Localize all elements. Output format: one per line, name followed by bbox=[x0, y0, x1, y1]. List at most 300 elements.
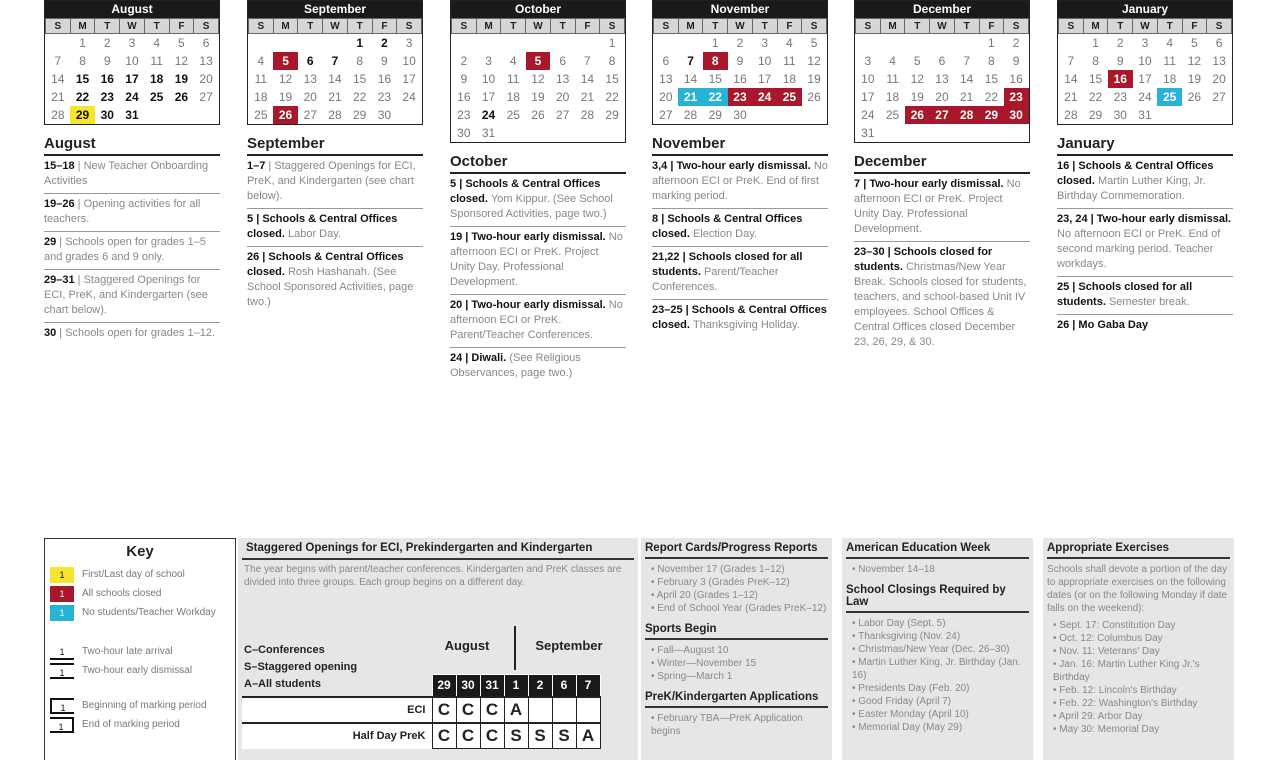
calendar-day bbox=[397, 106, 422, 124]
calendar-day[interactable]: 5 bbox=[526, 52, 551, 70]
calendar-day[interactable]: 4 bbox=[786, 35, 793, 50]
calendar-day[interactable]: 8 bbox=[988, 53, 995, 68]
event-entry: 15–18 | New Teacher Onboarding Activities bbox=[44, 156, 220, 194]
calendar-day[interactable]: 24 bbox=[752, 88, 777, 106]
calendar-day[interactable]: 20 bbox=[303, 89, 317, 104]
stagger-day: 7 bbox=[576, 675, 600, 697]
calendar-day[interactable]: 27 bbox=[199, 89, 213, 104]
exercises-intro: Schools shall devote a portion of the day to appropriate exercises on the following dates (or on the following Monday if date falls on the weekend): bbox=[1047, 564, 1228, 614]
calendar-day[interactable]: 9 bbox=[460, 71, 468, 86]
calendar-day bbox=[501, 124, 526, 142]
key-swatch: 1 bbox=[50, 586, 74, 602]
calendar-day[interactable]: 16 bbox=[1108, 70, 1133, 88]
key-label: All schools closed bbox=[82, 588, 162, 599]
calendar-day[interactable]: 10 bbox=[125, 53, 139, 68]
calendar-day[interactable]: 11 bbox=[254, 71, 268, 86]
weekday-header: W bbox=[1133, 19, 1158, 34]
weekday-header: W bbox=[526, 19, 551, 34]
weekday-header: T bbox=[144, 19, 169, 34]
calendar-day[interactable]: 27 bbox=[930, 106, 955, 124]
key-item bbox=[50, 566, 235, 583]
calendar-day[interactable]: 8 bbox=[608, 53, 616, 68]
calendar-day[interactable]: 8 bbox=[79, 53, 86, 68]
calendar-day[interactable]: 11 bbox=[150, 53, 163, 68]
calendar-day[interactable]: 6 bbox=[559, 53, 566, 68]
calendar-day[interactable]: 30 bbox=[457, 125, 471, 140]
calendar-day[interactable]: 23 bbox=[1113, 89, 1127, 104]
calendar-day[interactable]: 9 bbox=[736, 53, 744, 68]
month-header: October bbox=[451, 1, 625, 18]
calendar-day[interactable]: 8 bbox=[1092, 53, 1099, 68]
calendar-day[interactable]: 12 bbox=[807, 53, 821, 68]
weekday-header: F bbox=[372, 19, 397, 34]
calendar-day[interactable]: 2 bbox=[1116, 35, 1124, 50]
calendar-day[interactable]: 15 bbox=[352, 71, 367, 86]
weekday-header: S bbox=[856, 19, 881, 34]
list-item: • Good Friday (April 7) bbox=[852, 696, 952, 707]
key-panel bbox=[44, 538, 236, 760]
calendar-day[interactable]: 21 bbox=[1064, 89, 1078, 104]
calendar-day[interactable]: 30 bbox=[733, 107, 747, 122]
calendar-day[interactable]: 17 bbox=[1138, 71, 1152, 86]
calendar-day[interactable]: 30 bbox=[100, 107, 114, 122]
calendar-day[interactable]: 18 bbox=[254, 89, 268, 104]
staggered-openings-panel bbox=[238, 538, 638, 760]
event-entry: 23, 24 | Two-hour early dismissal. No afternoon ECI or PreK. End of second marking period. Teacher workdays. bbox=[1057, 209, 1233, 277]
calendar-day bbox=[194, 106, 219, 124]
calendar-day[interactable]: 4 bbox=[153, 35, 160, 50]
exercises-panel bbox=[1043, 538, 1234, 760]
calendar-day[interactable]: 28 bbox=[1064, 107, 1078, 122]
calendar-day[interactable]: 4 bbox=[257, 53, 265, 68]
calendar-day[interactable]: 30 bbox=[1113, 107, 1127, 122]
list-item: • Easter Monday (April 10) bbox=[852, 709, 969, 720]
weekday-header: S bbox=[452, 19, 477, 34]
calendar-day[interactable]: 3 bbox=[405, 35, 413, 50]
calendar-day[interactable]: 25 bbox=[885, 107, 900, 122]
calendar-day[interactable]: 28 bbox=[683, 107, 698, 122]
calendar-day bbox=[654, 34, 679, 52]
calendar-day[interactable]: 10 bbox=[481, 71, 496, 86]
calendar-day[interactable]: 1 bbox=[356, 35, 363, 50]
event-entry: 1–7 | Staggered Openings for ECI, PreK, and Kindergarten (see chart below). bbox=[247, 156, 423, 209]
calendar-day[interactable]: 6 bbox=[938, 53, 946, 68]
calendar-day[interactable]: 21 bbox=[580, 89, 595, 104]
calendar-day[interactable]: 18 bbox=[782, 71, 797, 86]
calendar-day[interactable]: 18 bbox=[506, 89, 520, 104]
calendar-day[interactable]: 28 bbox=[954, 106, 979, 124]
calendar-day[interactable]: 12 bbox=[1187, 53, 1202, 68]
calendar-day[interactable]: 21 bbox=[51, 89, 65, 104]
calendar-day[interactable]: 4 bbox=[889, 53, 896, 68]
calendar-day[interactable]: 26 bbox=[531, 107, 545, 122]
month-events-title: August bbox=[44, 135, 220, 156]
calendar-day[interactable]: 19 bbox=[807, 71, 821, 86]
calendar-day[interactable]: 10 bbox=[1138, 53, 1152, 68]
event-entry: 23–25 | Schools & Central Offices closed. Thanksgiving Holiday. bbox=[652, 303, 827, 331]
calendar-day[interactable]: 27 bbox=[555, 107, 570, 122]
calendar-day[interactable]: 12 bbox=[278, 71, 293, 86]
calendar-day[interactable]: 16 bbox=[733, 71, 747, 86]
calendar-day[interactable]: 15 bbox=[75, 71, 90, 86]
calendar-day[interactable]: 19 bbox=[174, 71, 189, 86]
calendar-day[interactable]: 15 bbox=[605, 71, 619, 86]
calendar-day[interactable]: 21 bbox=[678, 88, 703, 106]
staggered-title: Staggered Openings for ECI, Prekindergarten and Kindergarten bbox=[242, 538, 634, 560]
month-header: September bbox=[248, 1, 422, 18]
calendar-day[interactable]: 11 bbox=[783, 53, 796, 68]
staggered-legend: C–Conferences S–Staggered opening A–All students bbox=[244, 644, 358, 690]
calendar-day[interactable]: 29 bbox=[352, 107, 367, 122]
calendar-day[interactable]: 13 bbox=[659, 71, 673, 86]
calendar-day[interactable]: 2 bbox=[381, 35, 388, 50]
calendar-day bbox=[856, 34, 881, 52]
event-entry: 26 | Schools & Central Offices closed. Rosh Hashanah. (See School Sponsored Activities, page two.) bbox=[247, 250, 414, 308]
key-item bbox=[50, 643, 235, 660]
calendar-day[interactable]: 5 bbox=[913, 53, 921, 68]
calendar-day[interactable]: 17 bbox=[481, 89, 496, 104]
calendar-day[interactable]: 11 bbox=[1163, 53, 1176, 68]
stagger-day: 2 bbox=[528, 675, 552, 697]
stagger-cell: C bbox=[456, 697, 480, 723]
calendar-day[interactable]: 13 bbox=[935, 71, 949, 86]
calendar-day[interactable]: 7 bbox=[54, 53, 62, 68]
calendar-day[interactable]: 18 bbox=[885, 89, 900, 104]
key-label: Beginning of marking period bbox=[82, 700, 207, 711]
calendar-day[interactable]: 8 bbox=[703, 52, 728, 70]
calendar-day[interactable]: 20 bbox=[1212, 71, 1226, 86]
calendar-day bbox=[452, 34, 477, 52]
calendar-day[interactable]: 2 bbox=[1012, 35, 1020, 50]
calendar-day[interactable]: 30 bbox=[1004, 106, 1029, 124]
calendar-day bbox=[979, 124, 1004, 142]
sports-title: Sports Begin bbox=[645, 619, 828, 640]
key-swatch: 1 bbox=[50, 717, 74, 733]
calendar-day[interactable]: 26 bbox=[807, 89, 821, 104]
calendar-day bbox=[575, 124, 600, 142]
calendar-day[interactable]: 1 bbox=[988, 35, 995, 50]
calendar-day[interactable]: 12 bbox=[531, 71, 545, 86]
calendar-day[interactable]: 24 bbox=[402, 89, 416, 104]
calendar-day[interactable]: 9 bbox=[1012, 53, 1020, 68]
calendar-day[interactable]: 20 bbox=[659, 89, 673, 104]
calendar-day[interactable]: 15 bbox=[708, 71, 722, 86]
weekday-header: S bbox=[600, 19, 625, 34]
calendar-day[interactable]: 22 bbox=[1088, 89, 1103, 104]
calendar-day[interactable]: 4 bbox=[509, 53, 517, 68]
calendar-day[interactable]: 28 bbox=[51, 107, 65, 122]
calendar-day[interactable]: 29 bbox=[70, 106, 95, 124]
calendar-day[interactable]: 26 bbox=[905, 106, 930, 124]
key-label: Two-hour late arrival bbox=[82, 646, 173, 657]
calendar-day[interactable]: 25 bbox=[149, 89, 164, 104]
calendar-day[interactable]: 13 bbox=[555, 71, 570, 86]
aug-header: August bbox=[444, 638, 490, 653]
calendar-day bbox=[905, 34, 930, 52]
weekday-header: T bbox=[1157, 19, 1182, 34]
calendar-day[interactable]: 5 bbox=[178, 35, 185, 50]
calendar-day[interactable]: 3 bbox=[485, 53, 492, 68]
weekday-header: M bbox=[880, 19, 905, 34]
calendar-day[interactable]: 23 bbox=[1004, 88, 1029, 106]
weekday-header: S bbox=[802, 19, 827, 34]
weekday-header: S bbox=[249, 19, 274, 34]
month-august bbox=[44, 0, 220, 345]
calendar-day[interactable]: 23 bbox=[100, 89, 114, 104]
calendar-day[interactable]: 28 bbox=[580, 107, 595, 122]
calendar-day[interactable]: 2 bbox=[460, 53, 468, 68]
calendar-day[interactable]: 30 bbox=[377, 107, 392, 122]
calendar-day[interactable]: 1 bbox=[608, 35, 616, 50]
weekday-header: T bbox=[954, 19, 979, 34]
calendar-day[interactable]: 29 bbox=[708, 107, 722, 122]
calendar-day[interactable]: 24 bbox=[861, 107, 875, 122]
list-item: • Spring—March 1 bbox=[651, 671, 733, 682]
calendar-day[interactable]: 1 bbox=[79, 35, 86, 50]
month-events-title: September bbox=[247, 135, 423, 156]
calendar-day bbox=[575, 34, 600, 52]
calendar-day bbox=[476, 34, 501, 52]
calendar-day[interactable]: 26 bbox=[1187, 89, 1202, 104]
weekday-header: T bbox=[752, 19, 777, 34]
calendar-day bbox=[1004, 124, 1029, 142]
calendar-day[interactable]: 17 bbox=[402, 71, 416, 86]
calendar-day[interactable]: 24 bbox=[1138, 89, 1152, 104]
calendar-day[interactable]: 17 bbox=[757, 71, 772, 86]
calendar-day[interactable]: 12 bbox=[174, 53, 189, 68]
calendar-day[interactable]: 27 bbox=[659, 107, 673, 122]
stagger-cell: C bbox=[432, 723, 456, 749]
calendar-day[interactable]: 13 bbox=[1212, 53, 1226, 68]
event-entry: 8 | Schools & Central Offices closed. Election Day. bbox=[652, 209, 828, 247]
calendar-day[interactable]: 28 bbox=[328, 107, 342, 122]
calendar-day bbox=[954, 34, 979, 52]
list-item: • February 3 (Grades PreK–12) bbox=[651, 577, 790, 588]
key-item bbox=[50, 716, 235, 733]
calendar-day[interactable]: 27 bbox=[303, 107, 317, 122]
calendar-day bbox=[526, 34, 551, 52]
calendar-day[interactable]: 3 bbox=[1141, 35, 1149, 50]
calendar-day[interactable]: 10 bbox=[861, 71, 875, 86]
calendar-day bbox=[954, 124, 979, 142]
calendar-day[interactable]: 26 bbox=[174, 89, 189, 104]
list-item: • Memorial Day (May 29) bbox=[852, 722, 963, 733]
calendar-day[interactable]: 20 bbox=[935, 89, 949, 104]
list-item: • February TBA—PreK Application begins bbox=[651, 713, 803, 737]
stagger-day: 29 bbox=[432, 675, 456, 697]
calendar-day[interactable]: 19 bbox=[1187, 71, 1202, 86]
key-label: End of marking period bbox=[82, 719, 180, 730]
weekday-header: T bbox=[703, 19, 728, 34]
calendar-day[interactable]: 26 bbox=[273, 106, 298, 124]
calendar-day[interactable]: 25 bbox=[1157, 88, 1182, 106]
weekday-header: F bbox=[1182, 19, 1207, 34]
calendar-day[interactable]: 15 bbox=[984, 71, 999, 86]
calendar-day[interactable]: 3 bbox=[864, 53, 872, 68]
calendar-day[interactable]: 24 bbox=[481, 107, 496, 122]
calendar-day[interactable]: 27 bbox=[1212, 89, 1226, 104]
calendar-day[interactable]: 29 bbox=[1088, 107, 1103, 122]
calendar-day[interactable]: 23 bbox=[728, 88, 753, 106]
calendar-day[interactable]: 19 bbox=[278, 89, 293, 104]
calendar-day[interactable]: 14 bbox=[959, 71, 974, 86]
calendar-day[interactable]: 23 bbox=[377, 89, 392, 104]
calendar-day[interactable]: 24 bbox=[125, 89, 139, 104]
stagger-row-label: Half Day PreK bbox=[242, 723, 432, 749]
list-item: • November 14–18 bbox=[852, 564, 935, 575]
calendar-day[interactable]: 7 bbox=[584, 53, 591, 68]
month-january bbox=[1057, 0, 1233, 337]
list-item: • Christmas/New Year (Dec. 26–30) bbox=[852, 644, 1010, 655]
month-header: August bbox=[45, 1, 219, 18]
calendar-day[interactable]: 6 bbox=[1215, 35, 1223, 50]
calendar-day[interactable]: 16 bbox=[100, 71, 114, 86]
calendar-day[interactable]: 13 bbox=[199, 53, 213, 68]
event-entry: 16 | Schools & Central Offices closed. Martin Luther King, Jr. Birthday Commemoration. bbox=[1057, 156, 1233, 209]
closings-title: School Closings Required by Law bbox=[846, 580, 1029, 613]
calendar-day[interactable]: 12 bbox=[910, 71, 924, 86]
calendar-day[interactable]: 7 bbox=[331, 53, 339, 68]
calendar-day[interactable]: 22 bbox=[984, 89, 999, 104]
stagger-day: 6 bbox=[552, 675, 576, 697]
calendar-day[interactable]: 9 bbox=[103, 53, 111, 68]
calendar-day bbox=[1157, 106, 1182, 124]
calendar-day[interactable]: 18 bbox=[1162, 71, 1177, 86]
calendar-day[interactable]: 15 bbox=[1088, 71, 1103, 86]
weekday-header: S bbox=[1207, 19, 1232, 34]
calendar-day[interactable]: 10 bbox=[402, 53, 416, 68]
calendar-day[interactable]: 11 bbox=[886, 71, 899, 86]
calendar-day[interactable]: 8 bbox=[356, 53, 363, 68]
calendar-day[interactable]: 4 bbox=[1166, 35, 1173, 50]
calendar-day[interactable]: 22 bbox=[75, 89, 90, 104]
sep-header: September bbox=[535, 638, 603, 653]
list-item: • Nov. 11: Veterans' Day bbox=[1053, 646, 1160, 657]
calendar-day[interactable]: 22 bbox=[352, 89, 367, 104]
list-item: • Fall—August 10 bbox=[651, 645, 729, 656]
key-swatch: 1 bbox=[50, 605, 74, 621]
calendar-day[interactable]: 14 bbox=[328, 71, 342, 86]
calendar-day[interactable]: 6 bbox=[202, 35, 210, 50]
calendar-day[interactable]: 29 bbox=[979, 106, 1004, 124]
calendar-day[interactable]: 31 bbox=[861, 125, 875, 140]
calendar-day[interactable]: 25 bbox=[777, 88, 802, 106]
calendar-day[interactable]: 21 bbox=[959, 89, 974, 104]
stagger-cell: C bbox=[480, 697, 504, 723]
weekday-header: M bbox=[678, 19, 703, 34]
calendar-day[interactable]: 9 bbox=[381, 53, 388, 68]
calendar-day[interactable]: 17 bbox=[861, 89, 875, 104]
calendar-day[interactable]: 21 bbox=[328, 89, 342, 104]
month-september bbox=[247, 0, 423, 314]
calendar-day[interactable]: 23 bbox=[457, 107, 471, 122]
calendar-grid bbox=[44, 0, 220, 125]
event-entry: 25 | Schools closed for all students. Semester break. bbox=[1057, 277, 1233, 315]
list-item: • Feb. 12: Lincoln's Birthday bbox=[1053, 685, 1177, 696]
calendar-day bbox=[600, 124, 625, 142]
calendar-day[interactable]: 14 bbox=[51, 71, 65, 86]
staggered-table bbox=[242, 674, 601, 749]
calendar-day[interactable]: 7 bbox=[963, 53, 970, 68]
calendar-day[interactable]: 3 bbox=[128, 35, 136, 50]
calendar-day bbox=[905, 124, 930, 142]
calendar-day[interactable]: 20 bbox=[555, 89, 570, 104]
calendar-day[interactable]: 18 bbox=[149, 71, 164, 86]
calendar-day[interactable]: 31 bbox=[481, 125, 496, 140]
stagger-cell: S bbox=[504, 723, 528, 749]
event-entry: 29 | Schools open for grades 1–5 and grades 6 and 9 only. bbox=[44, 232, 220, 270]
calendar-day[interactable]: 25 bbox=[254, 107, 268, 122]
calendar-day bbox=[323, 34, 348, 52]
calendar-day[interactable]: 3 bbox=[761, 35, 768, 50]
calendar-day[interactable]: 14 bbox=[580, 71, 595, 86]
exercises-title: Appropriate Exercises bbox=[1047, 538, 1230, 559]
calendar-day bbox=[752, 106, 777, 124]
calendar-day bbox=[550, 124, 575, 142]
list-item: • Sept. 17: Constitution Day bbox=[1053, 620, 1176, 631]
calendar-day[interactable]: 17 bbox=[125, 71, 139, 86]
calendar-day[interactable]: 22 bbox=[703, 88, 728, 106]
calendar-day[interactable]: 7 bbox=[687, 53, 694, 68]
calendar-day bbox=[930, 34, 955, 52]
calendar-day[interactable]: 22 bbox=[605, 89, 619, 104]
calendar-day[interactable]: 14 bbox=[683, 71, 698, 86]
calendar-day[interactable]: 6 bbox=[662, 53, 670, 68]
calendar-day[interactable]: 16 bbox=[1009, 71, 1023, 86]
calendar-day[interactable]: 9 bbox=[1116, 53, 1124, 68]
calendar-day[interactable]: 5 bbox=[810, 35, 818, 50]
calendar-day[interactable]: 16 bbox=[377, 71, 392, 86]
event-entry: 26 | Mo Gaba Day bbox=[1057, 318, 1149, 331]
stagger-day: 1 bbox=[504, 675, 528, 697]
calendar-day[interactable]: 1 bbox=[711, 35, 719, 50]
calendar-day[interactable]: 13 bbox=[303, 71, 317, 86]
key-item bbox=[50, 604, 235, 621]
list-item: • April 20 (Grades 1–12) bbox=[651, 590, 758, 601]
month-november bbox=[652, 0, 828, 337]
calendar-day[interactable]: 29 bbox=[605, 107, 619, 122]
calendar-day[interactable]: 2 bbox=[736, 35, 744, 50]
event-entry: 30 | Schools open for grades 1–12. bbox=[44, 326, 216, 339]
calendar-day[interactable]: 31 bbox=[125, 107, 139, 122]
calendar-day[interactable]: 7 bbox=[1067, 53, 1075, 68]
stagger-cell: S bbox=[552, 723, 576, 749]
calendar-day[interactable]: 5 bbox=[1191, 35, 1198, 50]
calendar-day[interactable]: 10 bbox=[757, 53, 772, 68]
calendar-day[interactable]: 6 bbox=[306, 53, 314, 68]
calendar-day[interactable]: 1 bbox=[1092, 35, 1099, 50]
calendar-day[interactable]: 14 bbox=[1064, 71, 1078, 86]
calendar-day[interactable]: 16 bbox=[457, 89, 471, 104]
calendar-day[interactable]: 20 bbox=[199, 71, 213, 86]
calendar-day[interactable]: 5 bbox=[273, 52, 298, 70]
calendar-day bbox=[501, 34, 526, 52]
calendar-day[interactable]: 19 bbox=[531, 89, 545, 104]
calendar-day[interactable]: 19 bbox=[910, 89, 924, 104]
weekday-header: M bbox=[1083, 19, 1108, 34]
calendar-day[interactable]: 2 bbox=[103, 35, 111, 50]
calendar-day[interactable]: 11 bbox=[507, 71, 520, 86]
weekday-header: T bbox=[298, 19, 323, 34]
calendar-day[interactable]: 25 bbox=[506, 107, 520, 122]
weekday-header: F bbox=[575, 19, 600, 34]
calendar-day[interactable]: 31 bbox=[1138, 107, 1152, 122]
weekday-header: S bbox=[654, 19, 679, 34]
key-title: Key bbox=[126, 543, 154, 560]
stagger-cell: A bbox=[576, 723, 600, 749]
weekday-header: S bbox=[194, 19, 219, 34]
list-item: • Presidents Day (Feb. 20) bbox=[852, 683, 970, 694]
